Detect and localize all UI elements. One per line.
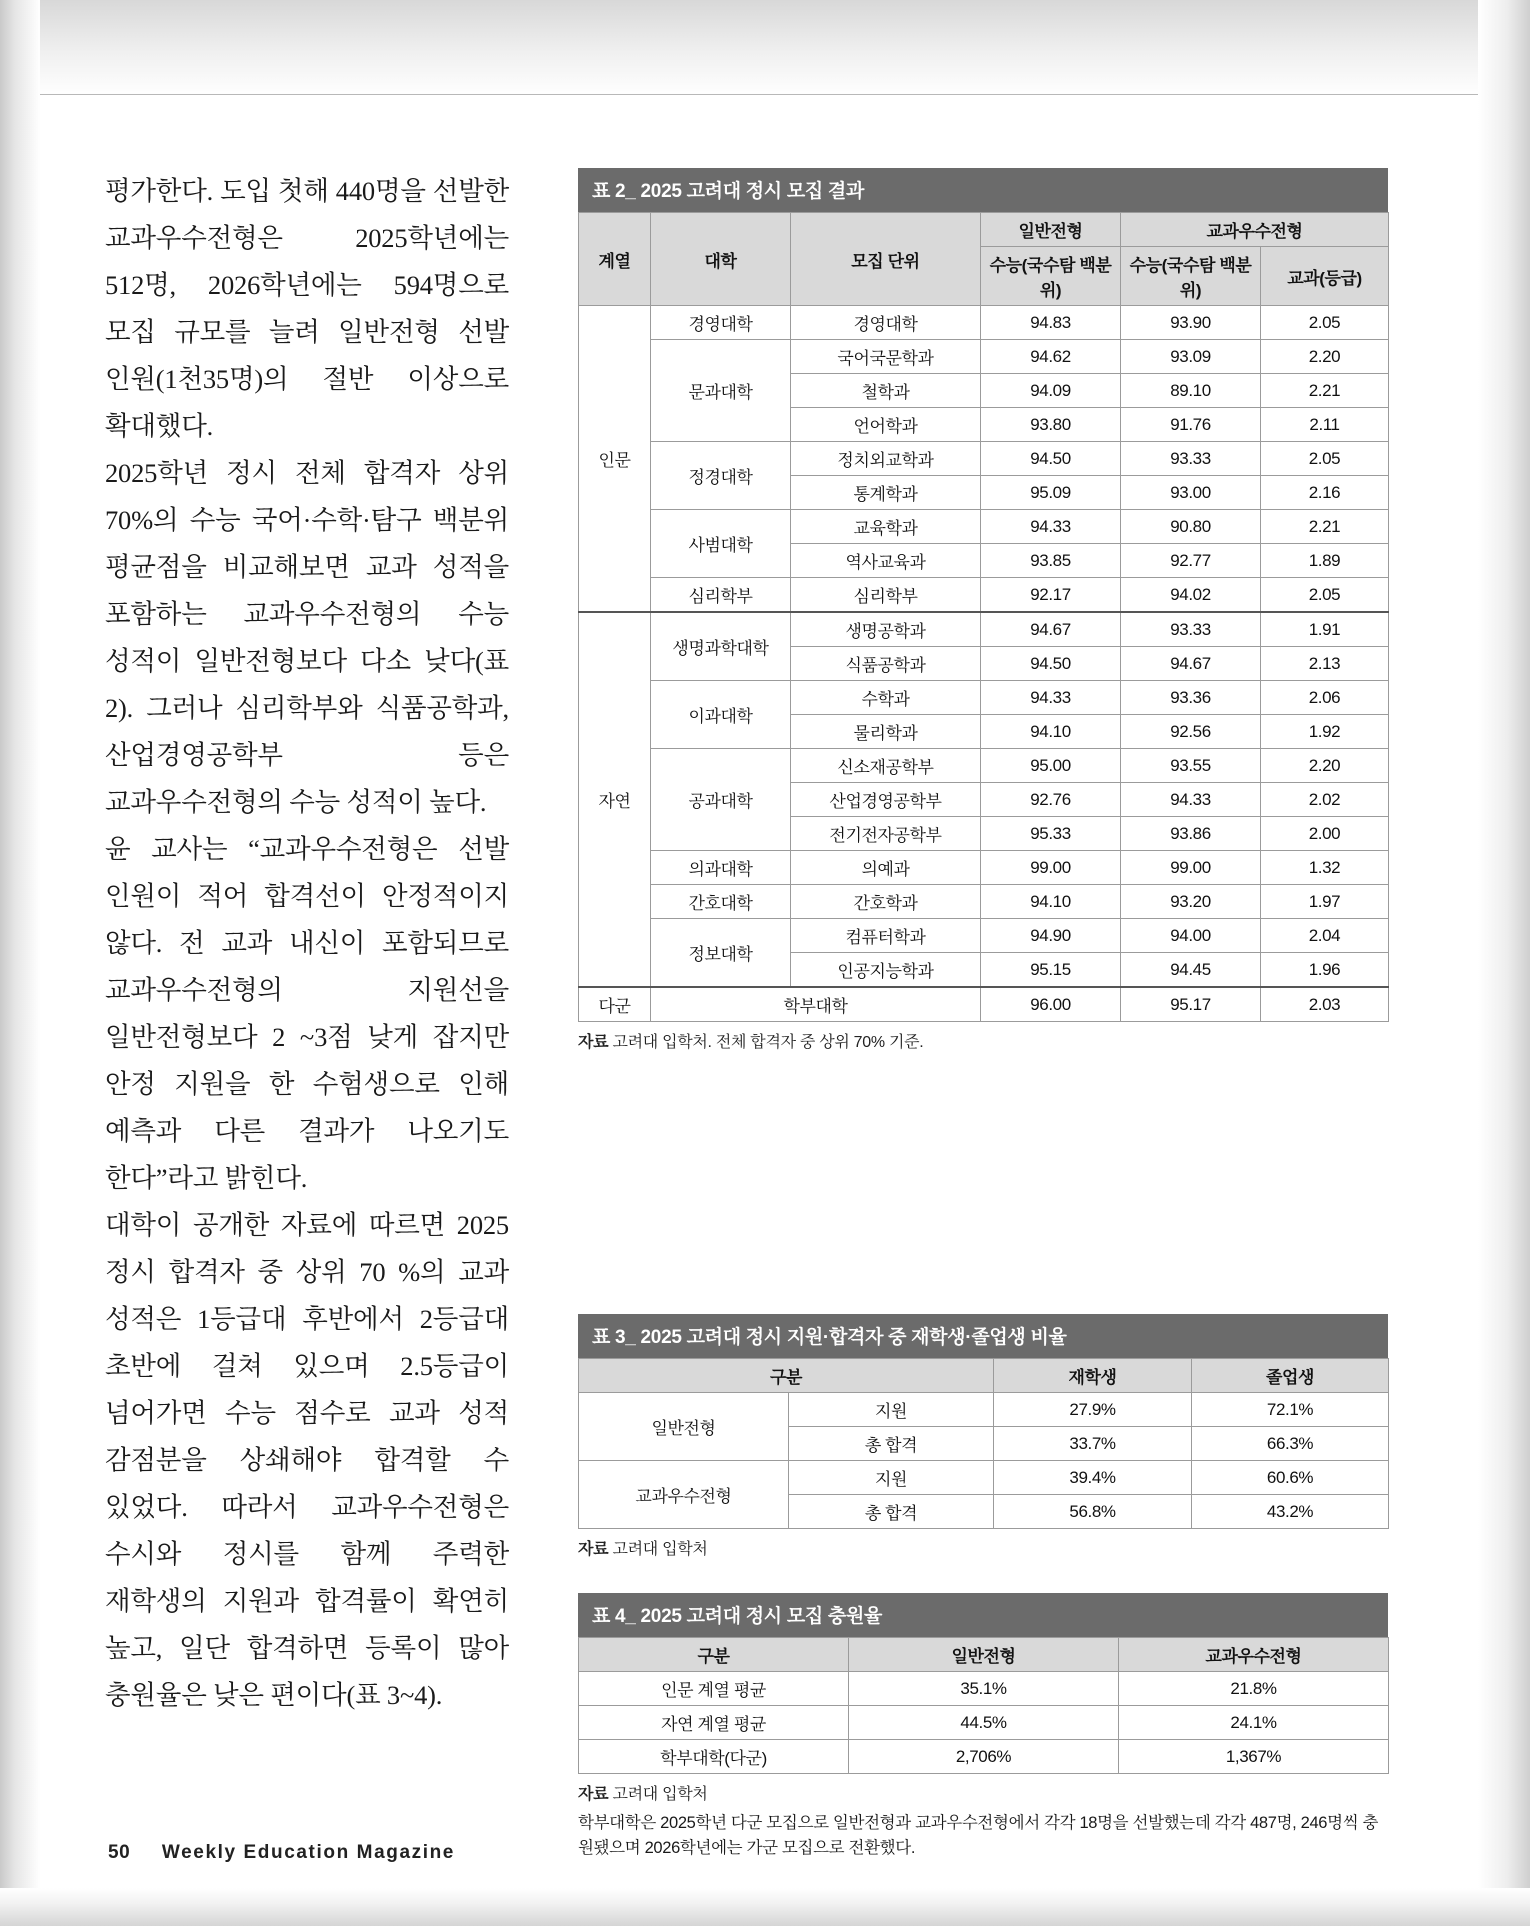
table2-v2: 91.76 bbox=[1121, 408, 1261, 442]
table2-v1: 94.10 bbox=[981, 715, 1121, 749]
table-row bbox=[579, 1706, 1389, 1740]
table-row bbox=[579, 1461, 1389, 1495]
table2-v2: 93.33 bbox=[1121, 612, 1261, 647]
table2-v1: 95.33 bbox=[981, 817, 1121, 851]
table2-univ: 사범대학 bbox=[651, 510, 791, 578]
table2-v2: 94.02 bbox=[1121, 578, 1261, 613]
table2-v1: 94.67 bbox=[981, 612, 1121, 647]
table4-v1: 35.1% bbox=[849, 1672, 1119, 1706]
table4 bbox=[578, 1637, 1389, 1774]
table-row bbox=[579, 510, 1389, 544]
table2-v3: 2.11 bbox=[1261, 408, 1389, 442]
table2-th-group-general: 일반전형 bbox=[981, 213, 1121, 247]
table2-unit: 역사교육과 bbox=[791, 544, 981, 578]
table-row bbox=[579, 306, 1389, 340]
table-row bbox=[579, 612, 1389, 647]
table2-v2: 94.00 bbox=[1121, 919, 1261, 953]
table2-v2: 93.90 bbox=[1121, 306, 1261, 340]
article-paragraph-4: 대학이 공개한 자료에 따르면 2025 정시 합격자 중 상위 70 %의 교과 성적은 1등급대 후반에서 2등급대 초반에 걸쳐 있으며 2.5등급이 넘어가면 수능 점수로 교과 성적 감점분을 상쇄해야 합격할 수 있었다. 따라서 교과우수전형은 수시와 정시를 함께 주력한 재학생의 지원과 합격률이 확연히 높고, 일단 합격하면 등록이 많아 충원율은 낮은 편이다(표 3~4). bbox=[105, 1210, 509, 1710]
table2-v1: 92.76 bbox=[981, 783, 1121, 817]
scan-right-edge bbox=[1478, 0, 1530, 1926]
table2-univ: 이과대학 bbox=[651, 681, 791, 749]
table2-v3: 2.03 bbox=[1261, 987, 1389, 1022]
table4-v2: 21.8% bbox=[1119, 1672, 1389, 1706]
table2-source-label: 자료 bbox=[578, 1034, 609, 1051]
table2-univ: 경영대학 bbox=[651, 306, 791, 340]
table2-v2: 93.33 bbox=[1121, 442, 1261, 476]
table-row bbox=[579, 681, 1389, 715]
table2-v1: 94.33 bbox=[981, 681, 1121, 715]
layout-spacer bbox=[578, 1052, 1388, 1314]
table2-v1: 96.00 bbox=[981, 987, 1121, 1022]
table4-title: 표 4_ 2025 고려대 정시 모집 충원율 bbox=[578, 1593, 1388, 1637]
table2-v3: 1.92 bbox=[1261, 715, 1389, 749]
table2-v2: 93.36 bbox=[1121, 681, 1261, 715]
table2 bbox=[578, 212, 1389, 1022]
page-number: 50 bbox=[108, 1842, 131, 1863]
article-text-column bbox=[105, 168, 509, 1719]
table2-univ: 생명과학대학 bbox=[651, 612, 791, 681]
table4-kind: 자연 계열 평균 bbox=[579, 1706, 849, 1740]
table3-v2: 60.6% bbox=[1192, 1461, 1389, 1495]
table2-source-text: 고려대 입학처. 전체 합격자 중 상위 70% 기준. bbox=[612, 1034, 924, 1051]
table2-v2: 94.67 bbox=[1121, 647, 1261, 681]
table4-v1: 44.5% bbox=[849, 1706, 1119, 1740]
table4-th-excellent: 교과우수전형 bbox=[1119, 1638, 1389, 1672]
table-row bbox=[579, 885, 1389, 919]
article-paragraph-1: 평가한다. 도입 첫해 440명을 선발한 교과우수전형은 2025학년에는 512명, 2026학년에는 594명으로 모집 규모를 늘려 일반전형 선발 인원(1천35명)의 절반 이상으로 확대했다. bbox=[105, 176, 509, 441]
table2-unit: 언어학과 bbox=[791, 408, 981, 442]
table2-v3: 2.13 bbox=[1261, 647, 1389, 681]
table2-source bbox=[578, 1029, 1388, 1052]
table2-v1: 94.50 bbox=[981, 442, 1121, 476]
table2-unit: 심리학부 bbox=[791, 578, 981, 613]
table3-title: 표 3_ 2025 고려대 정시 지원·합격자 중 재학생·졸업생 비율 bbox=[578, 1314, 1388, 1358]
table3-v1: 39.4% bbox=[994, 1461, 1192, 1495]
table2-v2: 94.33 bbox=[1121, 783, 1261, 817]
table2-v1: 95.09 bbox=[981, 476, 1121, 510]
table-row bbox=[579, 1672, 1389, 1706]
table2-v2: 89.10 bbox=[1121, 374, 1261, 408]
table3-source-text: 고려대 입학처 bbox=[612, 1541, 708, 1558]
table2-v1: 93.80 bbox=[981, 408, 1121, 442]
table2-unit-wide: 학부대학 bbox=[651, 987, 981, 1022]
table2-v1: 94.50 bbox=[981, 647, 1121, 681]
table3-v1: 33.7% bbox=[994, 1427, 1192, 1461]
table3-kind: 지원 bbox=[789, 1461, 994, 1495]
table2-v3: 2.06 bbox=[1261, 681, 1389, 715]
article-paragraph-3: 윤 교사는 “교과우수전형은 선발 인원이 적어 합격선이 안정적이지 않다. 전 교과 내신이 포함되므로 교과우수전형의 지원선을 일반전형보다 2 ~3점 낮게 잡지만 안정 지원을 한 수험생으로 인해 예측과 다른 결과가 나오기도 한다”라고 밝힌다. bbox=[105, 834, 509, 1193]
table2-v3: 2.02 bbox=[1261, 783, 1389, 817]
table2-v1: 94.33 bbox=[981, 510, 1121, 544]
magazine-name: Weekly Education Magazine bbox=[161, 1842, 455, 1863]
table2-v3: 2.21 bbox=[1261, 510, 1389, 544]
table2-unit: 인공지능학과 bbox=[791, 953, 981, 988]
scan-left-edge bbox=[0, 0, 40, 1926]
table3-th-current: 재학생 bbox=[994, 1359, 1192, 1393]
table-row bbox=[579, 987, 1389, 1022]
table2-univ: 문과대학 bbox=[651, 340, 791, 442]
table2-unit: 경영대학 bbox=[791, 306, 981, 340]
table2-v3: 2.05 bbox=[1261, 578, 1389, 613]
table-row bbox=[579, 1740, 1389, 1774]
table3 bbox=[578, 1358, 1389, 1529]
table-row bbox=[579, 442, 1389, 476]
table-row bbox=[579, 340, 1389, 374]
table3-v2: 72.1% bbox=[1192, 1393, 1389, 1427]
table2-th-suneung: 수능(국수탐 백분위) bbox=[981, 247, 1121, 306]
table-row bbox=[579, 851, 1389, 885]
table2-v1: 92.17 bbox=[981, 578, 1121, 613]
table2-v3: 1.91 bbox=[1261, 612, 1389, 647]
table2-v2: 92.77 bbox=[1121, 544, 1261, 578]
table2-v1: 95.00 bbox=[981, 749, 1121, 783]
table2-v3: 2.20 bbox=[1261, 749, 1389, 783]
table4-header-row bbox=[579, 1638, 1389, 1672]
table2-th-univ: 대학 bbox=[651, 213, 791, 306]
table2-v1: 99.00 bbox=[981, 851, 1121, 885]
table2-v1: 94.90 bbox=[981, 919, 1121, 953]
table3-block bbox=[578, 1314, 1388, 1559]
scan-top-rule bbox=[38, 94, 1478, 95]
table2-univ: 의과대학 bbox=[651, 851, 791, 885]
table2-v3: 1.97 bbox=[1261, 885, 1389, 919]
table-row bbox=[579, 1393, 1389, 1427]
table3-th-graduate: 졸업생 bbox=[1192, 1359, 1389, 1393]
table3-kind: 지원 bbox=[789, 1393, 994, 1427]
table2-v1: 93.85 bbox=[981, 544, 1121, 578]
table2-gyeyeol-natural: 자연 bbox=[579, 612, 651, 987]
table2-unit: 통계학과 bbox=[791, 476, 981, 510]
table3-v1: 27.9% bbox=[994, 1393, 1192, 1427]
table2-v3: 2.05 bbox=[1261, 442, 1389, 476]
table2-v2: 93.20 bbox=[1121, 885, 1261, 919]
table3-kind: 총 합격 bbox=[789, 1427, 994, 1461]
table4-source-label: 자료 bbox=[578, 1786, 609, 1803]
table2-unit: 철학과 bbox=[791, 374, 981, 408]
table2-univ: 심리학부 bbox=[651, 578, 791, 613]
table2-v3: 2.16 bbox=[1261, 476, 1389, 510]
table2-gyeyeol-dagun: 다군 bbox=[579, 987, 651, 1022]
table3-group-general: 일반전형 bbox=[579, 1393, 789, 1461]
table2-title: 표 2_ 2025 고려대 정시 모집 결과 bbox=[578, 168, 1388, 212]
table-row bbox=[579, 749, 1389, 783]
table3-v2: 43.2% bbox=[1192, 1495, 1389, 1529]
table2-univ: 간호대학 bbox=[651, 885, 791, 919]
table3-header-row bbox=[579, 1359, 1389, 1393]
table-row bbox=[579, 919, 1389, 953]
table2-unit: 전기전자공학부 bbox=[791, 817, 981, 851]
tables-column bbox=[578, 168, 1388, 1861]
table3-group-excellent: 교과우수전형 bbox=[579, 1461, 789, 1529]
table2-header-row-1 bbox=[579, 213, 1389, 247]
table4-block bbox=[578, 1593, 1388, 1861]
table2-v3: 2.05 bbox=[1261, 306, 1389, 340]
table2-th-gyogwa: 교과(등급) bbox=[1261, 247, 1389, 306]
table2-v2: 95.17 bbox=[1121, 987, 1261, 1022]
table2-v1: 94.83 bbox=[981, 306, 1121, 340]
table2-v2: 92.56 bbox=[1121, 715, 1261, 749]
scan-bottom-edge bbox=[0, 1888, 1530, 1926]
table3-kind: 총 합격 bbox=[789, 1495, 994, 1529]
table2-th-unit: 모집 단위 bbox=[791, 213, 981, 306]
table2-unit: 식품공학과 bbox=[791, 647, 981, 681]
table2-v2: 90.80 bbox=[1121, 510, 1261, 544]
table2-v2: 94.45 bbox=[1121, 953, 1261, 988]
table2-unit: 교육학과 bbox=[791, 510, 981, 544]
table2-unit: 의예과 bbox=[791, 851, 981, 885]
table4-kind: 학부대학(다군) bbox=[579, 1740, 849, 1774]
table4-source bbox=[578, 1781, 1388, 1804]
table2-gyeyeol-humanities: 인문 bbox=[579, 306, 651, 613]
table2-v2: 93.55 bbox=[1121, 749, 1261, 783]
table2-univ: 정보대학 bbox=[651, 919, 791, 988]
table4-v1: 2,706% bbox=[849, 1740, 1119, 1774]
table4-kind: 인문 계열 평균 bbox=[579, 1672, 849, 1706]
table2-v3: 2.04 bbox=[1261, 919, 1389, 953]
table2-univ: 공과대학 bbox=[651, 749, 791, 851]
page-footer bbox=[108, 1842, 455, 1864]
table2-v1: 94.10 bbox=[981, 885, 1121, 919]
table2-v2: 93.00 bbox=[1121, 476, 1261, 510]
table3-source-label: 자료 bbox=[578, 1541, 609, 1558]
table2-block bbox=[578, 168, 1388, 1052]
table2-univ: 정경대학 bbox=[651, 442, 791, 510]
table2-v2: 93.86 bbox=[1121, 817, 1261, 851]
table2-th-suneung-2: 수능(국수탐 백분위) bbox=[1121, 247, 1261, 306]
table2-unit: 생명공학과 bbox=[791, 612, 981, 647]
table3-th-gubun: 구분 bbox=[579, 1359, 994, 1393]
table2-v1: 94.62 bbox=[981, 340, 1121, 374]
table2-th-gyeyeol: 계열 bbox=[579, 213, 651, 306]
table2-unit: 국어국문학과 bbox=[791, 340, 981, 374]
table4-th-gubun: 구분 bbox=[579, 1638, 849, 1672]
table2-v2: 99.00 bbox=[1121, 851, 1261, 885]
table3-v2: 66.3% bbox=[1192, 1427, 1389, 1461]
table-row bbox=[579, 578, 1389, 613]
article-paragraph-2: 2025학년 정시 전체 합격자 상위 70%의 수능 국어·수학·탐구 백분위 평균점을 비교해보면 교과 성적을 포함하는 교과우수전형의 수능 성적이 일반전형보다 다소 낮다(표 2). 그러나 심리학부와 식품공학과, 산업경영공학부 등은 교과우수전형의 수능 성적이 높다. bbox=[105, 458, 509, 817]
table2-unit: 정치외교학과 bbox=[791, 442, 981, 476]
table4-source-text: 고려대 입학처 bbox=[612, 1786, 708, 1803]
scan-top-edge bbox=[0, 0, 1530, 96]
table4-v2: 1,367% bbox=[1119, 1740, 1389, 1774]
table2-v1: 95.15 bbox=[981, 953, 1121, 988]
table2-v3: 2.00 bbox=[1261, 817, 1389, 851]
table2-v3: 1.32 bbox=[1261, 851, 1389, 885]
table2-unit: 수학과 bbox=[791, 681, 981, 715]
table3-source bbox=[578, 1536, 1388, 1559]
table2-v2: 93.09 bbox=[1121, 340, 1261, 374]
table2-v1: 94.09 bbox=[981, 374, 1121, 408]
table2-v3: 1.89 bbox=[1261, 544, 1389, 578]
table2-unit: 간호학과 bbox=[791, 885, 981, 919]
table4-v2: 24.1% bbox=[1119, 1706, 1389, 1740]
table2-unit: 물리학과 bbox=[791, 715, 981, 749]
table4-th-general: 일반전형 bbox=[849, 1638, 1119, 1672]
table2-unit: 신소재공학부 bbox=[791, 749, 981, 783]
table2-v3: 2.21 bbox=[1261, 374, 1389, 408]
layout-spacer-2 bbox=[578, 1559, 1388, 1593]
table2-unit: 산업경영공학부 bbox=[791, 783, 981, 817]
table4-note: 학부대학은 2025학년 다군 모집으로 일반전형과 교과우수전형에서 각각 18명을 선발했는데 각각 487명, 246명씩 충원됐으며 2026학년에는 가군 모집으로 전환했다. bbox=[578, 1814, 1379, 1857]
table2-v3: 2.20 bbox=[1261, 340, 1389, 374]
table2-unit: 컴퓨터학과 bbox=[791, 919, 981, 953]
table3-v1: 56.8% bbox=[994, 1495, 1192, 1529]
table2-v3: 1.96 bbox=[1261, 953, 1389, 988]
table2-th-group-excellent: 교과우수전형 bbox=[1121, 213, 1389, 247]
